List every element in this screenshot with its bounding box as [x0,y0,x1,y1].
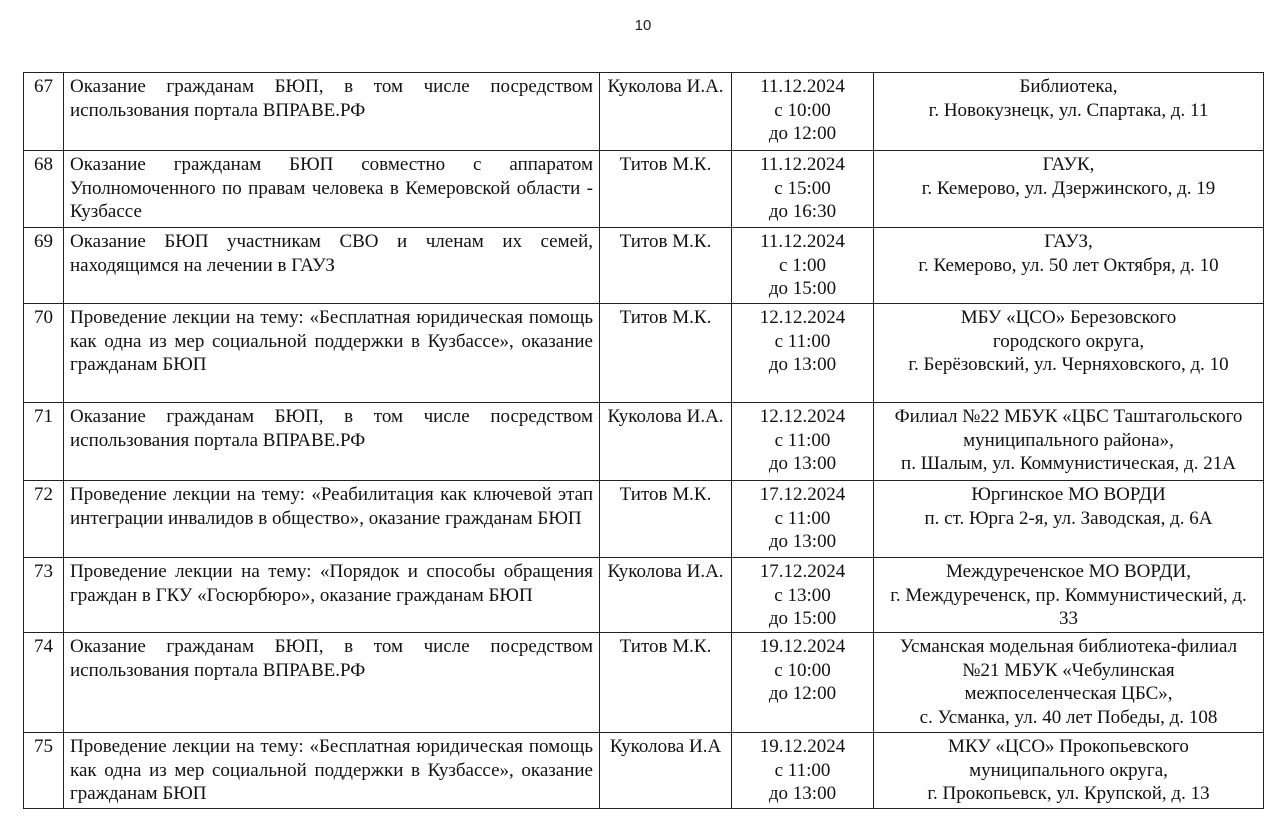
event-description: Оказание гражданам БЮП, в том числе посредством использования портала ВПРАВЕ.РФ [64,633,600,733]
event-description: Оказание БЮП участникам СВО и членам их семей, находящимся на лечении в ГАУЗ [64,228,600,304]
event-time-from: с 11:00 [774,759,831,781]
event-datetime [732,403,874,481]
event-description: Оказание гражданам БЮП, в том числе посредством использования портала ВПРАВЕ.РФ [64,73,600,151]
event-time-from: с 10:00 [774,99,831,121]
event-description: Проведение лекции на тему: «Порядок и способы обращения граждан в ГКУ «Госюрбюро», оказание гражданам БЮП [64,558,600,633]
table-row [24,151,1264,228]
place-line: ГАУК, [1042,154,1095,175]
responsible-person: Титов М.К. [600,228,732,304]
event-place [874,228,1264,304]
row-number: 73 [24,558,64,633]
event-description: Проведение лекции на тему: «Бесплатная юридическая помощь как одна из мер социальной поддержки в Кузбассе», оказание гражданам БЮП [64,304,600,403]
event-time-to: до 13:00 [768,354,837,375]
event-date: 17.12.2024 [759,561,846,582]
event-datetime [732,481,874,558]
table-row [24,733,1264,809]
event-time-to: до 15:00 [768,278,837,299]
responsible-person: Титов М.К. [600,151,732,228]
place-line: ГАУЗ, [1044,231,1093,252]
event-datetime [732,633,874,733]
event-description: Оказание гражданам БЮП совместно с аппаратом Уполномоченного по правам человека в Кемеровской области - Кузбассе [64,151,600,228]
responsible-person: Титов М.К. [600,304,732,403]
place-line: Филиал №22 МБУК «ЦБС Таштагольского [894,406,1243,427]
place-line: №21 МБУК «Чебулинская [962,659,1175,681]
place-line: муниципального района», [963,429,1174,451]
event-datetime [732,73,874,151]
place-line: МБУ «ЦСО» Березовского [960,307,1177,328]
place-line: Библиотека, [1019,76,1118,97]
place-line: г. Прокопьевск, ул. Крупской, д. 13 [927,783,1210,804]
responsible-person: Куколова И.А [600,733,732,809]
responsible-person: Титов М.К. [600,633,732,733]
place-line: п. ст. Юрга 2-я, ул. Заводская, д. 6А [924,507,1213,529]
event-time-to: до 13:00 [768,453,837,474]
event-datetime [732,733,874,809]
event-time-from: с 10:00 [774,659,831,681]
row-number: 71 [24,403,64,481]
event-place [874,304,1264,403]
place-line: муниципального округа, [969,759,1168,781]
event-time-to: до 12:00 [768,683,837,704]
event-description: Проведение лекции на тему: «Бесплатная юридическая помощь как одна из мер социальной поддержки в Кузбассе», оказание гражданам БЮП [64,733,600,809]
event-time-to: до 15:00 [768,608,837,629]
event-place [874,151,1264,228]
event-time-from: с 11:00 [774,507,831,529]
row-number: 75 [24,733,64,809]
event-place [874,403,1264,481]
event-place [874,633,1264,733]
event-time-to: до 12:00 [768,123,837,144]
event-date: 11.12.2024 [760,76,845,97]
event-time-from: с 13:00 [774,584,831,606]
table-row [24,558,1264,633]
event-time-from: с 11:00 [774,330,831,352]
event-date: 12.12.2024 [759,406,846,427]
row-number: 67 [24,73,64,151]
event-time-to: до 16:30 [768,201,837,222]
place-line: Междуреченское МО ВОРДИ, [946,561,1191,582]
table-row [24,403,1264,481]
event-date: 11.12.2024 [760,154,845,175]
table-row [24,481,1264,558]
event-date: 19.12.2024 [759,636,846,657]
row-number: 74 [24,633,64,733]
event-datetime [732,304,874,403]
place-line: г. Новокузнецк, ул. Спартака, д. 11 [928,99,1209,121]
event-datetime [732,151,874,228]
table-row [24,633,1264,733]
events-table [23,72,1264,809]
place-line: п. Шалым, ул. Коммунистическая, д. 21А [901,453,1236,474]
place-line: г. Междуреченск, пр. Коммунистический, д. 33 [890,584,1247,629]
place-line: городского округа, [992,330,1145,352]
event-time-from: с 11:00 [774,429,831,451]
place-line: Юргинское МО ВОРДИ [971,484,1166,505]
event-time-from: с 15:00 [774,177,831,199]
row-number: 70 [24,304,64,403]
event-place [874,481,1264,558]
event-datetime [732,228,874,304]
place-line: с. Усманка, ул. 40 лет Победы, д. 108 [919,706,1218,728]
responsible-person: Куколова И.А. [600,403,732,481]
event-date: 17.12.2024 [759,484,846,505]
responsible-person: Куколова И.А. [600,558,732,633]
event-time-to: до 13:00 [768,531,837,552]
event-date: 11.12.2024 [760,231,845,252]
table-row [24,73,1264,151]
responsible-person: Куколова И.А. [600,73,732,151]
place-line: г. Берёзовский, ул. Черняховского, д. 10 [908,354,1229,375]
event-description: Проведение лекции на тему: «Реабилитация как ключевой этап интеграции инвалидов в общество», оказание гражданам БЮП [64,481,600,558]
row-number: 72 [24,481,64,558]
table-row [24,304,1264,403]
event-date: 12.12.2024 [759,307,846,328]
place-line: МКУ «ЦСО» Прокопьевского [948,736,1189,757]
place-line: Усманская модельная библиотека-филиал [899,636,1238,657]
place-line: г. Кемерово, ул. 50 лет Октября, д. 10 [918,254,1219,276]
row-number: 69 [24,228,64,304]
event-time-to: до 13:00 [768,783,837,804]
place-line: межпоселенческая ЦБС», [964,683,1173,704]
event-date: 19.12.2024 [759,736,846,757]
responsible-person: Титов М.К. [600,481,732,558]
event-place [874,558,1264,633]
table-row [24,228,1264,304]
event-datetime [732,558,874,633]
place-line: г. Кемерово, ул. Дзержинского, д. 19 [921,177,1216,199]
event-description: Оказание гражданам БЮП, в том числе посредством использования портала ВПРАВЕ.РФ [64,403,600,481]
event-time-from: с 1:00 [779,254,826,276]
event-place [874,733,1264,809]
event-place [874,73,1264,151]
page-number: 10 [634,17,652,34]
row-number: 68 [24,151,64,228]
